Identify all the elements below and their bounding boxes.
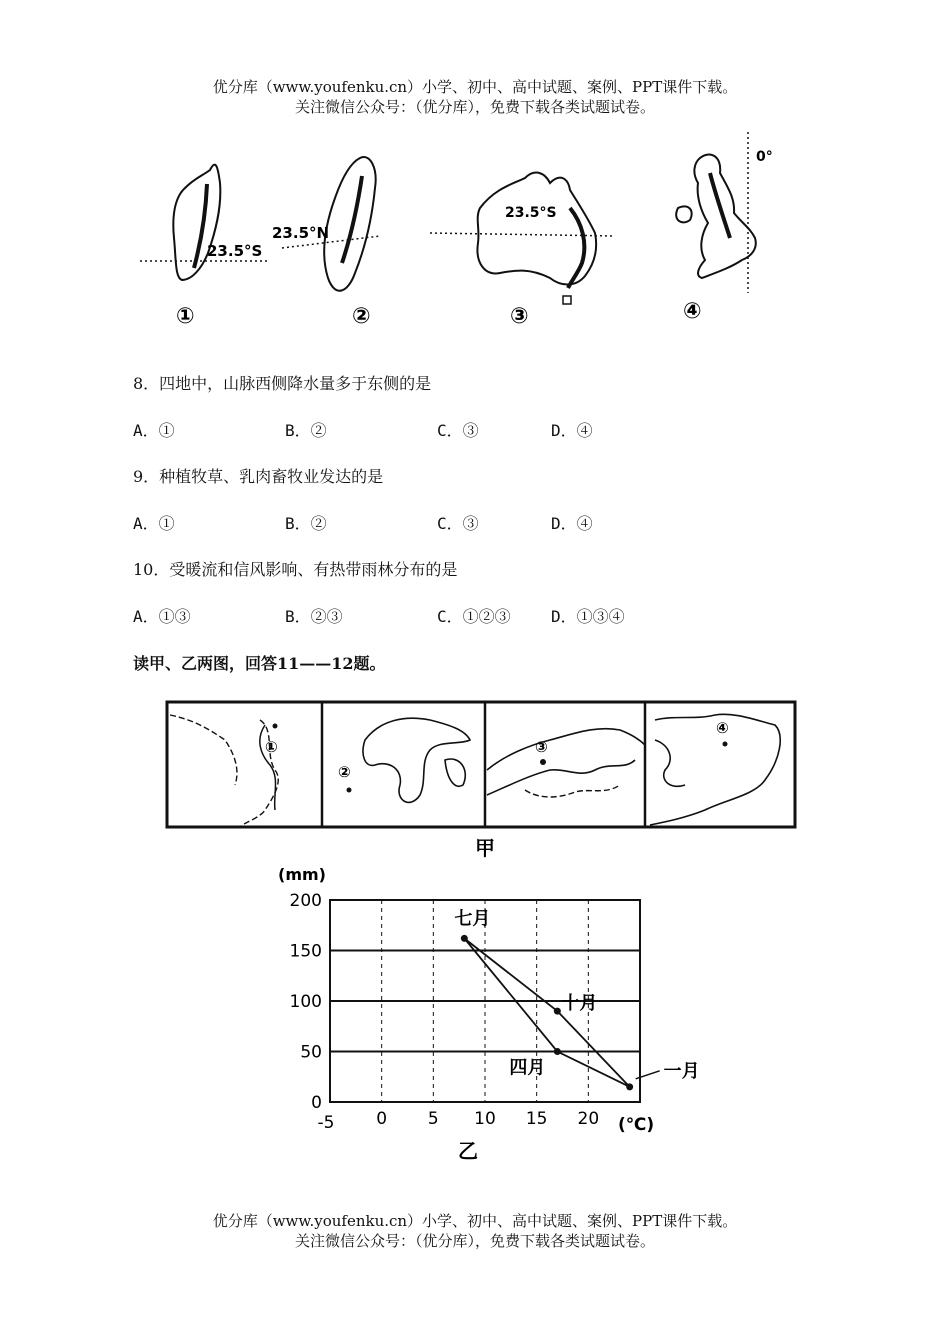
chart-caption: 乙 xyxy=(458,1139,478,1163)
lat-label-1: 23.5°S xyxy=(207,242,263,260)
jia-marker-1: ① xyxy=(265,738,278,756)
figure-jia-caption: 甲 xyxy=(475,836,495,860)
x-tick-label: 10 xyxy=(474,1109,496,1129)
climate-loop-line xyxy=(464,938,629,1086)
map-label-4: ④ xyxy=(683,299,702,324)
q9-option-d: D．④ xyxy=(551,514,593,533)
map-label-3: ③ xyxy=(510,304,529,329)
lat-label-2: 23.5°N xyxy=(272,224,330,242)
jia-marker-3: ③ xyxy=(535,738,548,756)
chart-points xyxy=(454,907,699,1090)
q9-option-b: B．② xyxy=(285,514,327,533)
question-9-stem: 9．种植牧草、乳肉畜牧业发达的是 xyxy=(133,467,384,486)
map-australia xyxy=(430,173,615,329)
q8-option-b: B．② xyxy=(285,421,327,440)
x-tick-label: 5 xyxy=(427,1109,439,1129)
jia-marker-2: ② xyxy=(338,763,351,781)
q10-option-d: D．①③④ xyxy=(551,607,625,626)
x-tick-label: 0 xyxy=(376,1109,388,1129)
header-line-1: 优分库（www.youfenku.cn）小学、初中、高中试题、案例、PPT课件下载。 xyxy=(212,78,738,96)
four-maps-figure xyxy=(130,128,790,338)
chart-ylabel: (mm) xyxy=(278,865,326,884)
jia-marker-4: ④ xyxy=(716,719,729,737)
q9-option-a: A．① xyxy=(133,514,175,533)
lat-label-3: 23.5°S xyxy=(505,205,557,221)
x-tick-label: -5 xyxy=(317,1113,335,1133)
question-10-stem: 10．受暖流和信风影响、有热带雨林分布的是 xyxy=(133,560,458,579)
y-tick-label: 100 xyxy=(289,992,322,1012)
map-britain xyxy=(676,132,773,324)
point-label-十月: 十月 xyxy=(561,993,598,1015)
map-label-2: ② xyxy=(352,304,371,329)
q8-option-d: D．④ xyxy=(551,421,593,440)
instruction-text: 读甲、乙两图，回答11——12题。 xyxy=(133,654,386,673)
point-label-四月: 四月 xyxy=(509,1057,546,1079)
map-madagascar xyxy=(140,165,270,329)
y-tick-label: 0 xyxy=(311,1093,322,1113)
point-十月 xyxy=(554,1008,561,1015)
chart-yi xyxy=(270,860,710,1165)
y-tick-label: 200 xyxy=(289,891,322,911)
y-tick-label: 150 xyxy=(289,941,322,962)
y-tick-label: 50 xyxy=(300,1042,322,1063)
q8-option-c: C．③ xyxy=(437,421,479,440)
q10-option-c: C．①②③ xyxy=(437,607,511,626)
map-taiwan xyxy=(272,157,380,329)
chart-xlabel: (℃) xyxy=(618,1115,655,1135)
chart-ticks xyxy=(290,891,600,1133)
q8-option-a: A．① xyxy=(133,421,175,440)
point-一月 xyxy=(626,1083,633,1090)
question-8-stem: 8．四地中，山脉西侧降水量多于东侧的是 xyxy=(133,374,432,393)
chart-lines xyxy=(464,938,629,1086)
point-label-七月: 七月 xyxy=(454,908,491,930)
x-tick-label: 15 xyxy=(525,1109,548,1129)
q10-option-a: A．①③ xyxy=(133,607,191,626)
point-label-一月: 一月 xyxy=(663,1060,700,1082)
header-line-2: 关注微信公众号：（优分库），免费下载各类试题试卷。 xyxy=(294,98,655,116)
x-tick-label: 20 xyxy=(577,1109,600,1129)
meridian-label: 0° xyxy=(756,149,773,165)
map-label-1: ① xyxy=(176,304,195,329)
point-七月 xyxy=(461,935,468,942)
q10-option-b: B．②③ xyxy=(285,607,343,626)
footer-line-2: 关注微信公众号：（优分库），免费下载各类试题试卷。 xyxy=(294,1232,655,1250)
point-四月 xyxy=(554,1048,561,1055)
q9-option-c: C．③ xyxy=(437,514,479,533)
footer-line-1: 优分库（www.youfenku.cn）小学、初中、高中试题、案例、PPT课件下载。 xyxy=(212,1212,738,1230)
figure-jia xyxy=(165,700,800,860)
